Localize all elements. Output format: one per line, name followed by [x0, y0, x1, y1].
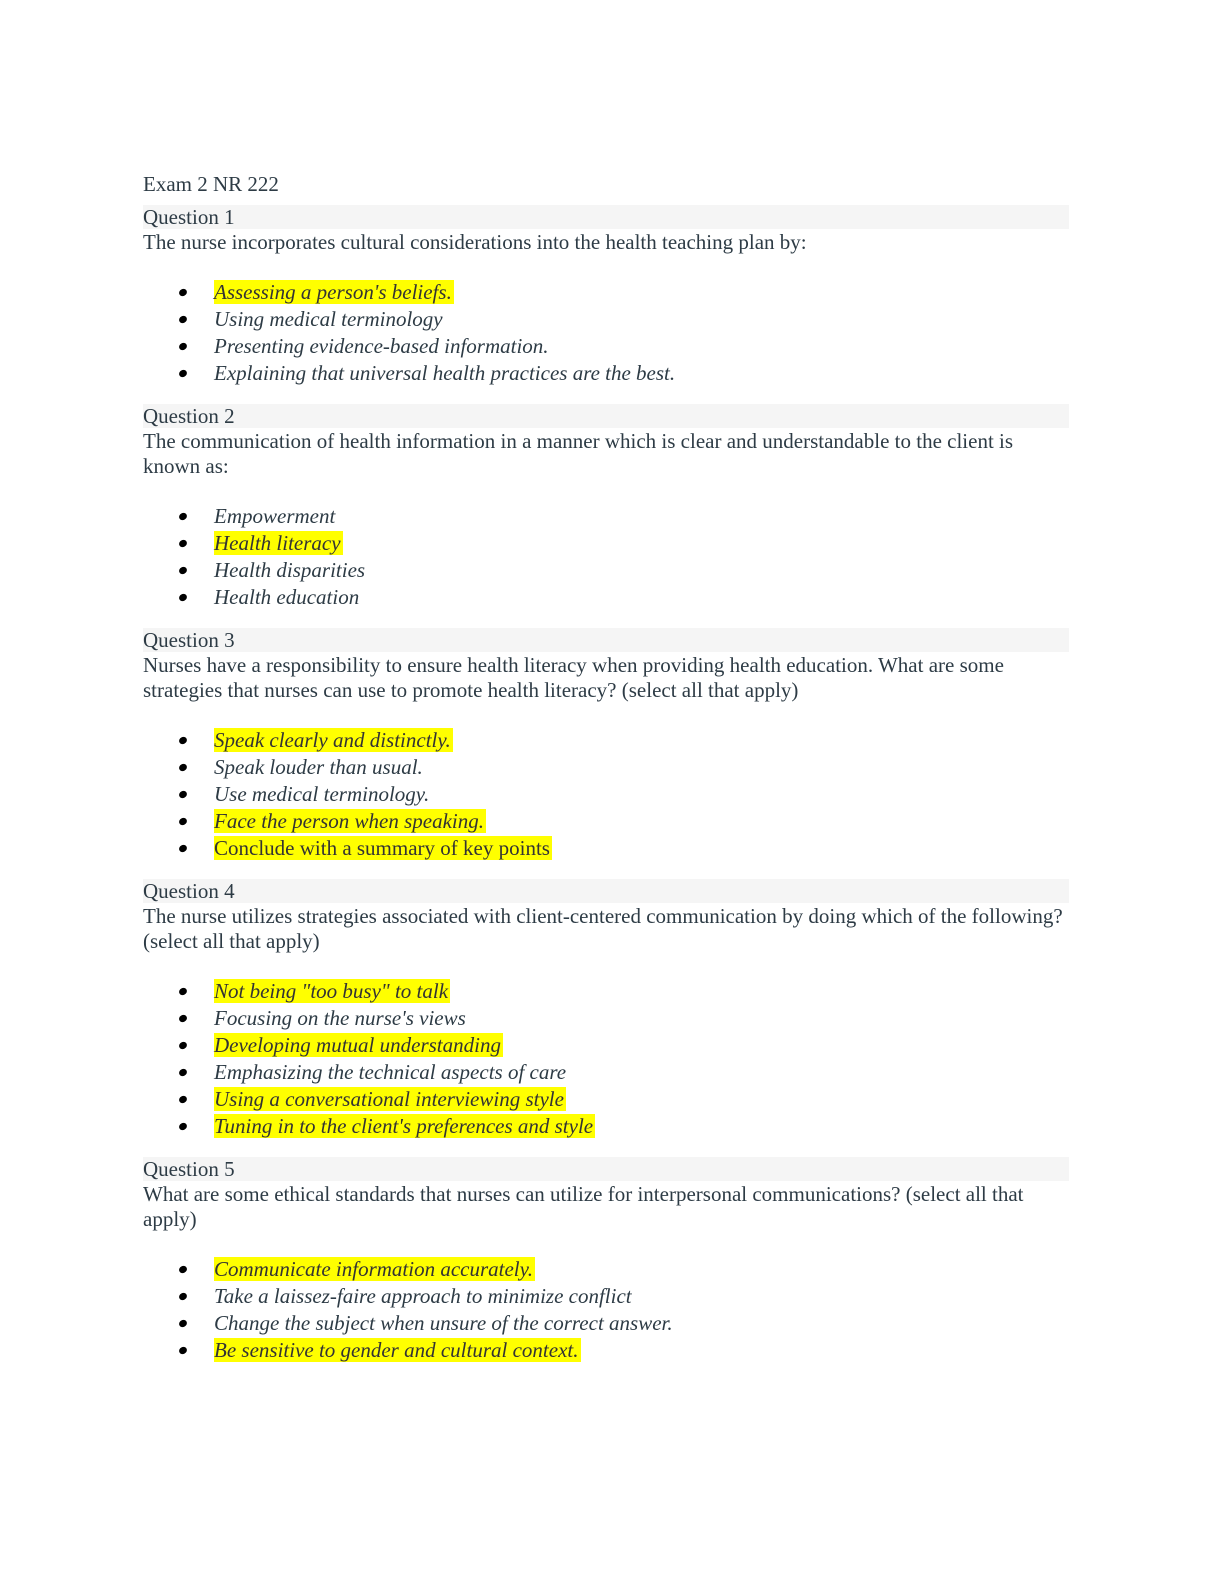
question-text: The communication of health information in a manner which is clear and understandable to the client is known as: — [143, 429, 1014, 478]
answer-option — [143, 1032, 1069, 1059]
answer-option — [143, 781, 1069, 808]
question-1 — [143, 205, 1069, 387]
answer-options — [143, 978, 1069, 1140]
answer-option — [143, 360, 1069, 387]
answer-text: Health disparities — [214, 558, 366, 582]
highlighted-answer-text: Health literacy — [214, 531, 341, 555]
answer-option — [143, 1086, 1069, 1113]
answer-option — [143, 727, 1069, 754]
question-3 — [143, 628, 1069, 862]
answer-text: Health education — [214, 585, 360, 609]
bullet-icon — [178, 593, 188, 603]
answer-text: Change the subject when unsure of the correct answer. — [214, 1311, 673, 1335]
bullet-icon — [178, 1041, 188, 1051]
answer-option — [143, 584, 1069, 611]
answer-text: Explaining that universal health practices are the best. — [214, 361, 676, 385]
bullet-icon — [178, 342, 188, 352]
bullet-icon — [178, 539, 188, 549]
question-header: Question 5 — [143, 1157, 1069, 1181]
document-page — [143, 170, 1069, 1381]
answer-option — [143, 808, 1069, 835]
bullet-icon — [178, 987, 188, 997]
bullet-icon — [178, 1346, 188, 1356]
bullet-icon — [178, 369, 188, 379]
answer-text: Presenting evidence-based information. — [214, 334, 549, 358]
bullet-icon — [178, 512, 188, 522]
answer-option — [143, 1113, 1069, 1140]
bullet-icon — [178, 790, 188, 800]
bullet-icon — [178, 1265, 188, 1275]
question-header: Question 3 — [143, 628, 1069, 652]
bullet-icon — [178, 1014, 188, 1024]
answer-option — [143, 1256, 1069, 1283]
highlighted-answer-text: Tuning in to the client's preferences and style — [214, 1114, 594, 1138]
question-5 — [143, 1157, 1069, 1364]
question-text: The nurse utilizes strategies associated with client-centered communication by doing which of the following? (select all that apply) — [143, 904, 1063, 953]
question-list — [143, 205, 1069, 1364]
answer-option — [143, 1005, 1069, 1032]
bullet-icon — [178, 1292, 188, 1302]
bullet-icon — [178, 1095, 188, 1105]
highlighted-answer-text: Developing mutual understanding — [214, 1033, 501, 1057]
answer-option — [143, 557, 1069, 584]
question-header: Question 2 — [143, 404, 1069, 428]
answer-text: Focusing on the nurse's views — [214, 1006, 466, 1030]
bullet-icon — [178, 763, 188, 773]
answer-option — [143, 530, 1069, 557]
bullet-icon — [178, 817, 188, 827]
answer-options — [143, 1256, 1069, 1364]
bullet-icon — [178, 1122, 188, 1132]
highlighted-answer-text: Conclude with a summary of key points — [214, 836, 550, 860]
bullet-icon — [178, 288, 188, 298]
bullet-icon — [178, 1319, 188, 1329]
question-header: Question 4 — [143, 879, 1069, 903]
bullet-icon — [178, 566, 188, 576]
bullet-icon — [178, 736, 188, 746]
answer-option — [143, 333, 1069, 360]
answer-option — [143, 1283, 1069, 1310]
answer-options — [143, 727, 1069, 862]
highlighted-answer-text: Be sensitive to gender and cultural context. — [214, 1338, 579, 1362]
answer-text: Speak louder than usual. — [214, 755, 423, 779]
question-header: Question 1 — [143, 205, 1069, 229]
bullet-icon — [178, 844, 188, 854]
answer-option — [143, 1337, 1069, 1364]
question-text: Nurses have a responsibility to ensure health literacy when providing health education. What are some strategies that nurses can use to promote health literacy? (select all that apply) — [143, 653, 1004, 702]
answer-text: Use medical terminology. — [214, 782, 430, 806]
document-title: Exam 2 NR 222 — [143, 172, 279, 196]
answer-text: Using medical terminology — [214, 307, 443, 331]
answer-text: Take a laissez-faire approach to minimize conflict — [214, 1284, 632, 1308]
answer-option — [143, 754, 1069, 781]
answer-option — [143, 1059, 1069, 1086]
answer-options — [143, 503, 1069, 611]
answer-option — [143, 503, 1069, 530]
answer-options — [143, 279, 1069, 387]
highlighted-answer-text: Communicate information accurately. — [214, 1257, 534, 1281]
answer-option — [143, 835, 1069, 862]
highlighted-answer-text: Using a conversational interviewing style — [214, 1087, 564, 1111]
bullet-icon — [178, 1068, 188, 1078]
question-text: What are some ethical standards that nurses can utilize for interpersonal communications? (select all that apply) — [143, 1182, 1024, 1231]
question-2 — [143, 404, 1069, 611]
answer-option — [143, 1310, 1069, 1337]
bullet-icon — [178, 315, 188, 325]
answer-option — [143, 978, 1069, 1005]
answer-text: Empowerment — [214, 504, 336, 528]
answer-text: Emphasizing the technical aspects of care — [214, 1060, 567, 1084]
highlighted-answer-text: Speak clearly and distinctly. — [214, 728, 451, 752]
answer-option — [143, 306, 1069, 333]
highlighted-answer-text: Assessing a person's beliefs. — [214, 280, 452, 304]
question-text: The nurse incorporates cultural considerations into the health teaching plan by: — [143, 230, 807, 254]
highlighted-answer-text: Face the person when speaking. — [214, 809, 485, 833]
highlighted-answer-text: Not being "too busy" to talk — [214, 979, 449, 1003]
answer-option — [143, 279, 1069, 306]
question-4 — [143, 879, 1069, 1140]
